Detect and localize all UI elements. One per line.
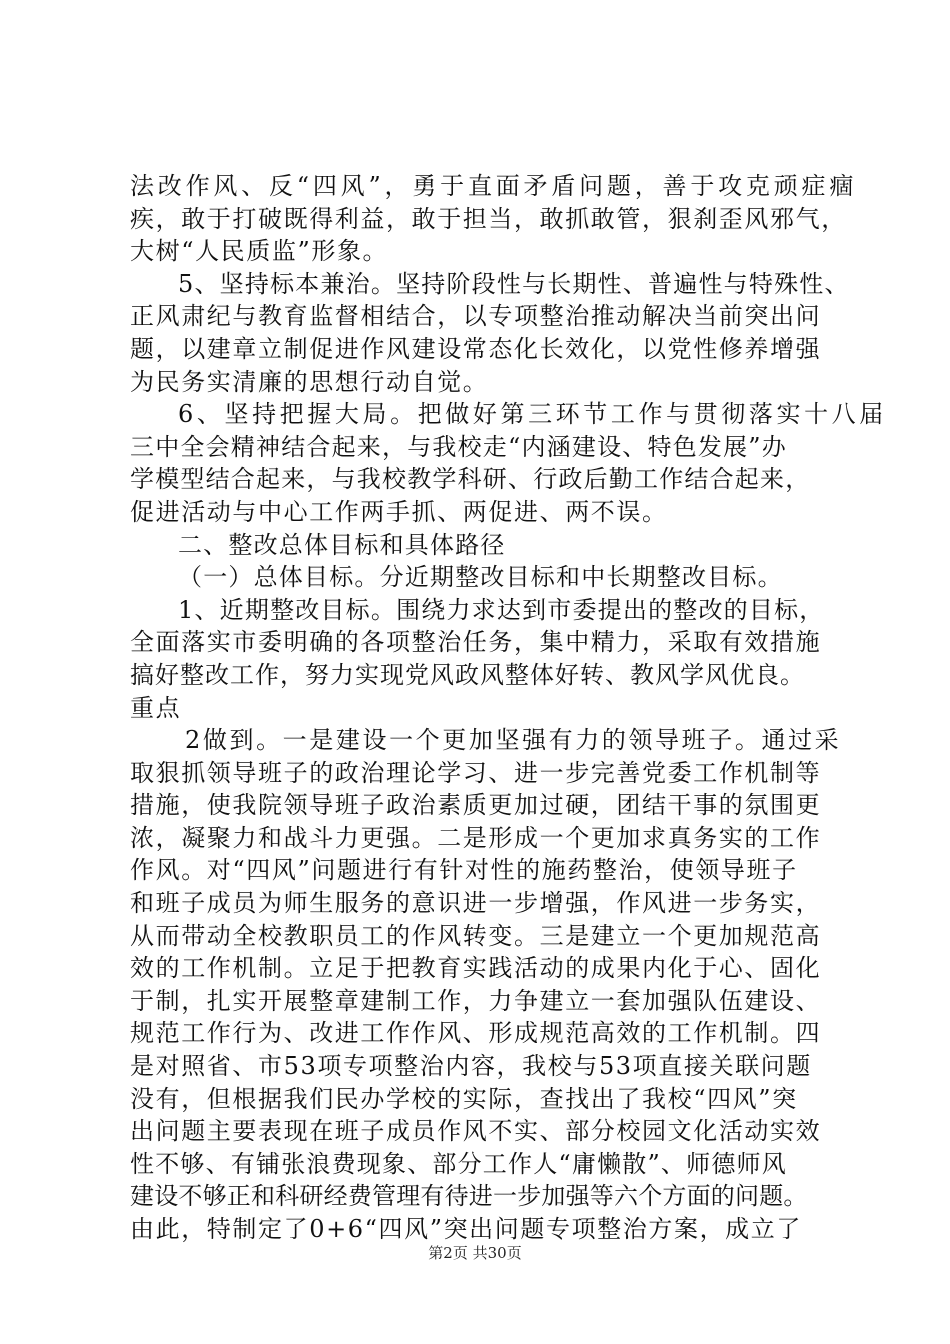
text-line: 效的工作机制。立足于把教育实践活动的成果内化于心、固化	[130, 954, 822, 983]
text-line: 疾，敢于打破既得利益，敢于担当，敢抓敢管，狠刹歪风邪气，	[130, 204, 847, 233]
text-line: 作风。对“四风”问题进行有针对性的施药整治，使领导班子	[130, 856, 798, 885]
text-line: 建设不够正和科研经费管理有待进一步加强等六个方面的问题。	[130, 1182, 808, 1211]
text-line: 促进活动与中心工作两手抓、两促进、两不误。	[130, 497, 668, 526]
text-line: 正风肃纪与教育监督相结合，以专项整治推动解决当前突出问	[130, 302, 822, 331]
text-line: 性不够、有铺张浪费现象、部分工作人“庸懒散”、师德师风	[130, 1149, 787, 1178]
text-line: 出问题主要表现在班子成员作风不实、部分校园文化活动实效	[130, 1117, 822, 1146]
text-line: 全面落实市委明确的各项整治任务，集中精力，采取有效措施	[130, 628, 822, 657]
text-line: 从而带动全校教职员工的作风转变。三是建立一个更加规范高	[130, 921, 822, 950]
text-line: 题，以建章立制促进作风建设常态化长效化，以党性修养增强	[130, 334, 822, 363]
paragraph-start-line: 2做到。一是建设一个更加坚强有力的领导班子。通过采	[185, 726, 842, 755]
text-line: 没有，但根据我们民办学校的实际，查找出了我校“四风”突	[130, 1084, 798, 1113]
section-heading: 二、整改总体目标和具体路径	[178, 530, 506, 559]
page-number-footer: 第2页 共30页	[428, 1244, 522, 1262]
text-line: 由此，特制定了0+6“四风”突出问题专项整治方案，成立了	[130, 1215, 802, 1243]
text-line: 浓，凝聚力和战斗力更强。二是形成一个更加求真务实的工作	[130, 823, 822, 852]
text-line: 措施，使我院领导班子政治素质更加过硬，团结干事的氛围更	[130, 791, 822, 820]
text-line: 和班子成员为师生服务的意识进一步增强，作风进一步务实，	[130, 889, 822, 918]
text-line: 规范工作行为、改进工作作风、形成规范高效的工作机制。四	[130, 1019, 822, 1048]
document-body	[130, 170, 887, 1246]
text-line: 搞好整改工作，努力实现党风政风整体好转、教风学风优良。	[130, 660, 805, 689]
text-line: 三中全会精神结合起来，与我校走“内涵建设、特色发展”办	[130, 432, 787, 461]
text-line: 取狠抓领导班子的政治理论学习、进一步完善党委工作机制等	[130, 758, 822, 787]
paragraph-start-line: 5、坚持标本兼治。坚持阶段性与长期性、普遍性与特殊性、	[178, 269, 850, 298]
text-line: 学模型结合起来，与我校教学科研、行政后勤工作结合起来，	[130, 465, 811, 494]
text-line: 是对照省、市53项专项整治内容，我校与53项直接关联问题	[130, 1052, 812, 1081]
text-line: 为民务实清廉的思想行动自觉。	[130, 367, 489, 396]
paragraph-start-line: 6、坚持把握大局。把做好第三环节工作与贯彻落实十八届	[178, 400, 887, 429]
subsection-heading: （一）总体目标。分近期整改目标和中长期整改目标。	[178, 563, 783, 592]
text-line: 于制，扎实开展整章建制工作，力争建立一套加强队伍建设、	[130, 986, 822, 1015]
text-line: 大树“人民质监”形象。	[130, 237, 389, 266]
text-line: 重点	[130, 693, 182, 722]
paragraph-start-line: 1、近期整改目标。围绕力求达到市委提出的整改的目标，	[178, 595, 825, 624]
text-line: 法改作风、反“四风”，勇于直面矛盾问题，善于攻克顽症痼	[130, 172, 858, 200]
